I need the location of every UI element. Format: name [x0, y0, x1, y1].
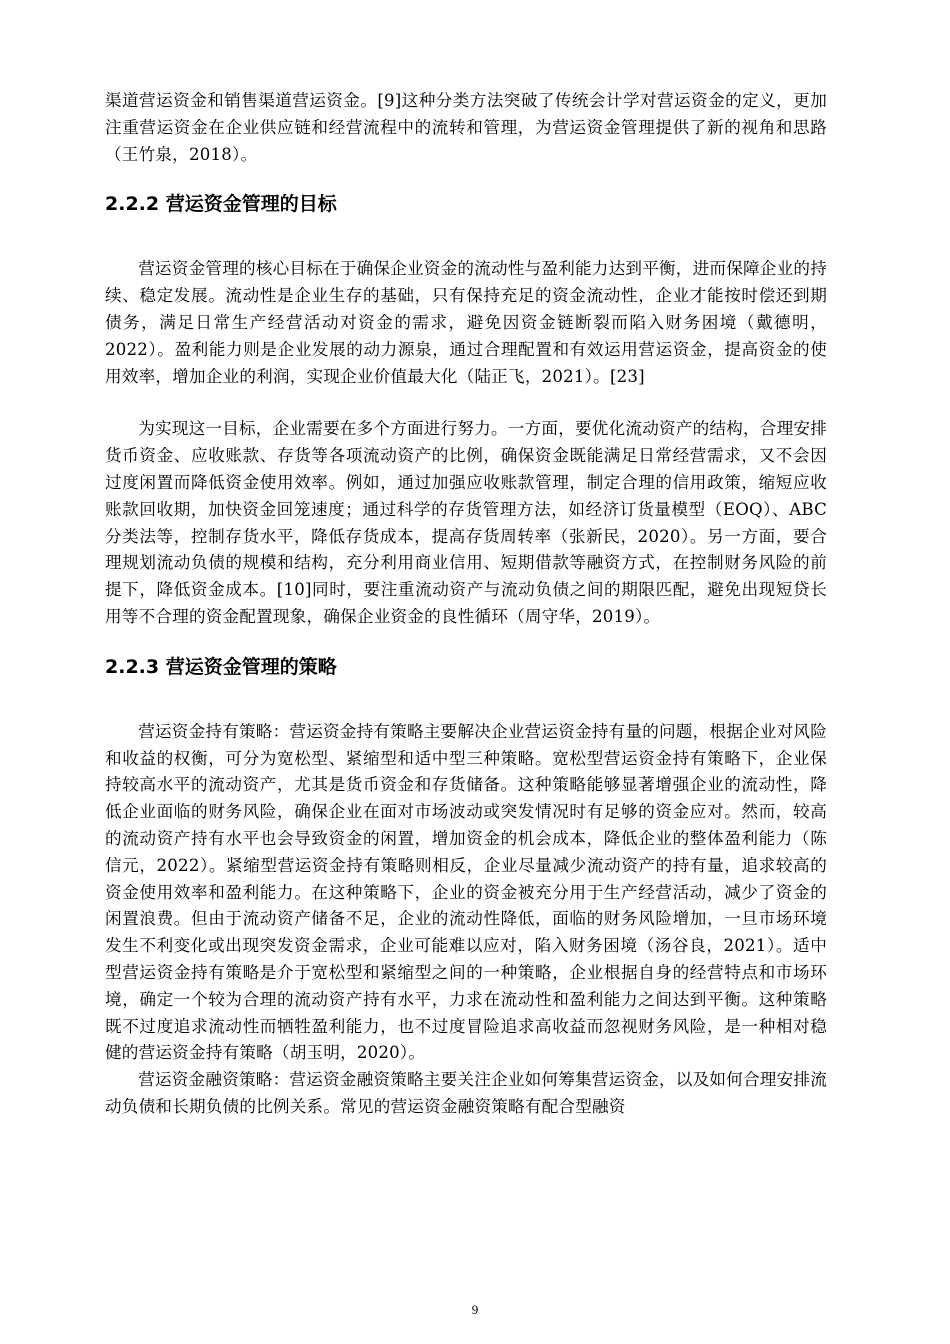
paragraph-holding-strategy: 营运资金持有策略：营运资金持有策略主要解决企业营运资金持有量的问题，根据企业对风险和收益的权衡，可分为宽松型、紧缩型和适中型三种策略。宽松型营运资金持有策略下，企业保持较高水平的流动资产，尤其是货币资金和存货储备。这种策略能够显著增强企业的流动性，降低企业面临的财务风险，确保企业在面对市场波动或突发情况时有足够的资金应对。然而，较高的流动资产持有水平也会导致资金的闲置，增加资金的机会成本，降低企业的整体盈利能力（陈信元，2022）。紧缩型营运资金持有策略则相反，企业尽量减少流动资产的持有量，追求较高的资金使用效率和盈利能力。在这种策略下，企业的资金被充分用于生产经营活动，减少了资金的闲置浪费。但由于流动资产储备不足，企业的流动性降低，面临的财务风险增加，一旦市场环境发生不利变化或出现突发资金需求，企业可能难以应对，陷入财务困境（汤谷良，2021）。适中型营运资金持有策略是介于宽松型和紧缩型之间的一种策略，企业根据自身的经营特点和市场环境，确定一个较为合理的流动资产持有水平，力求在流动性和盈利能力之间达到平衡。这种策略既不过度追求流动性而牺牲盈利能力，也不过度冒险追求高收益而忽视财务风险，是一种相对稳健的营运资金持有策略（胡玉明，2020）。	[105, 721, 827, 1063]
page-number: 9	[471, 1302, 479, 1317]
paragraph-goals-core: 营运资金管理的核心目标在于确保企业资金的流动性与盈利能力达到平衡，进而保障企业的持续、稳定发展。流动性是企业生存的基础，只有保持充足的资金流动性，企业才能按时偿还到期债务，满足日常生产经营活动对资金的需求，避免因资金链断裂而陷入财务困境（戴德明，2022）。盈利能力则是企业发展的动力源泉，通过合理配置和有效运用营运资金，提高资金的使用效率，增加企业的利润，实现企业价值最大化（陆正飞，2021）。[23]	[105, 259, 827, 386]
document-page	[105, 88, 827, 1121]
section-heading-strategies: 2.2.3 营运资金管理的策略	[105, 655, 337, 678]
paragraph-goals-methods: 为实现这一目标，企业需要在多个方面进行努力。一方面，要优化流动资产的结构，合理安排货币资金、应收账款、存货等各项流动资产的比例，确保资金既能满足日常经营需求，又不会因过度闲置而降低资金使用效率。例如，通过加强应收账款管理，制定合理的信用政策，缩短应收账款回收期，加快资金回笼速度；通过科学的存货管理方法，如经济订货量模型（EOQ）、ABC 分类法等，控制存货水平，降低存货成本，提高存货周转率（张新民，2020）。另一方面，要合理规划流动负债的规模和结构，充分利用商业信用、短期借款等融资方式，在控制财务风险的前提下，降低资金成本。[10]同时，要注重流动资产与流动负债之间的期限匹配，避免出现短贷长用等不合理的资金配置现象，确保企业资金的良性循环（周守华，2019）。	[105, 419, 827, 626]
paragraph-continuation: 渠道营运资金和销售渠道营运资金。[9]这种分类方法突破了传统会计学对营运资金的定义，更加注重营运资金在企业供应链和经营流程中的流转和管理，为营运资金管理提供了新的视角和思路（王竹泉，2018）。	[105, 91, 827, 164]
section-heading-goals: 2.2.2 营运资金管理的目标	[105, 193, 337, 216]
paragraph-financing-strategy: 营运资金融资策略：营运资金融资策略主要关注企业如何筹集营运资金，以及如何合理安排流动负债和长期负债的比例关系。常见的营运资金融资策略有配合型融资	[105, 1070, 827, 1116]
